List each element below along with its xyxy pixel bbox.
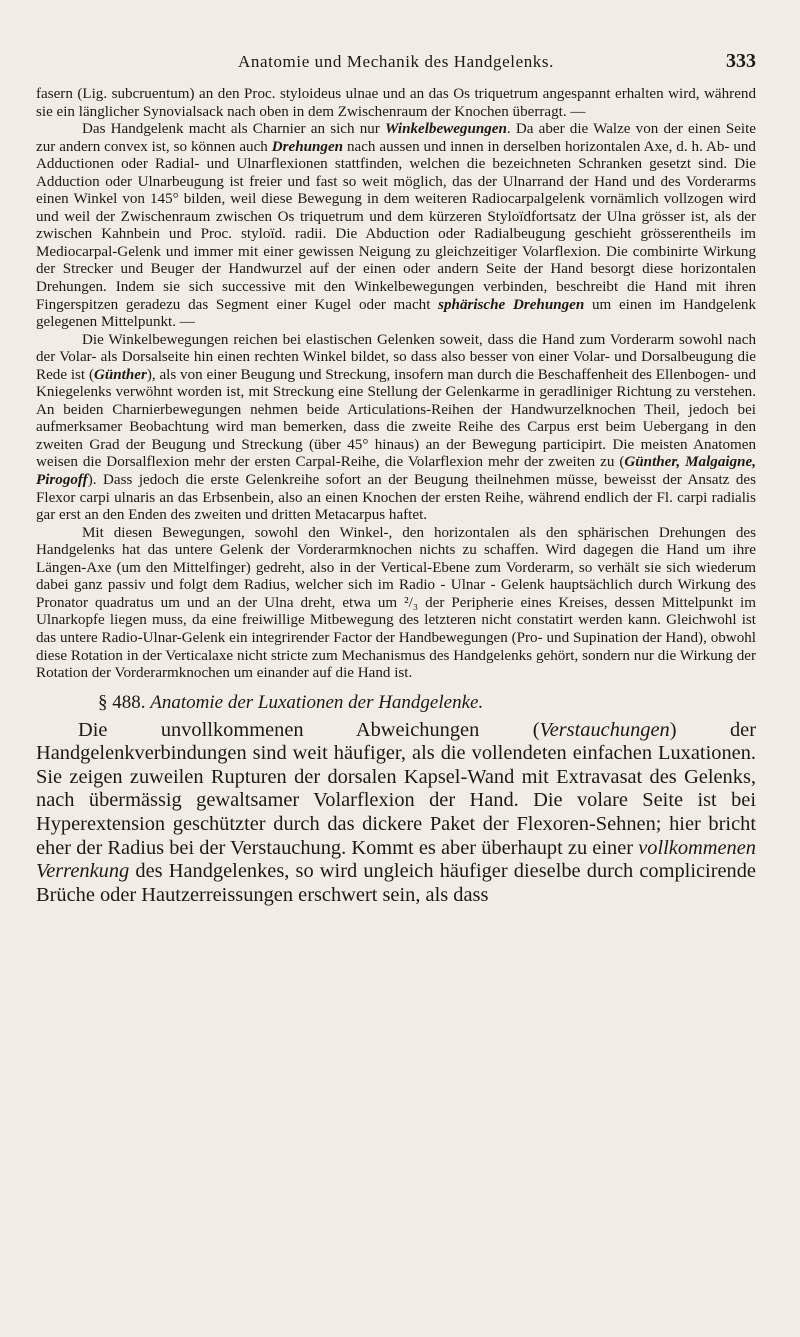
paragraph-rotation [36, 525, 756, 683]
text-run: Die unvollkommenen Abweichungen ( [78, 718, 540, 741]
emphasis-term: Drehungen [271, 138, 344, 155]
paragraph-luxationen [36, 719, 756, 908]
text-run: Die Winkelbewegungen reichen bei elastischen Gelenken soweit, dass die Hand zum Vorderarm sowohl nach der Volar- als Dorsalseite hin einen rechten Winkel bildet, so dass also besser von einer Volar- und Dorsalbeugung die Rede ist ( [36, 331, 756, 383]
italic-term: vollkommenen Verrenkung [36, 836, 756, 883]
emphasis-term: Winkelbewegungen [385, 121, 507, 138]
paragraph-continuation [36, 86, 756, 121]
text-run: . Da aber die Walze von der einen Seite zur andern convex ist, so können auch [36, 121, 756, 155]
text-run: ) der Handgelenkverbindungen sind weit häufiger, als die vollendeten einfachen Luxationen. Sie zeigen zuweilen Rupturen der dorsalen Kapsel-Wand mit Extravasat des Gelenks, nach übermässig gewaltsamer Volarflexion der Hand. Die volare Seite ist bei Hyperextension geschützter durch das dickere Paket der Flexoren-Sehnen; hier bricht eher der Radius bei der Verstauchung. Kommt es aber überhaupt zu einer [36, 718, 756, 859]
body-text [36, 86, 756, 683]
section-title: Anatomie der Luxationen der Handgelenke. [150, 691, 484, 713]
emphasis-term: Günther, Malgaigne, Pirogoff [36, 454, 756, 489]
text-run: ), als von einer Beugung und Streckung, insofern man durch die Beschaffenheit des Ellenbogen- und Kniegelenks verwöhnt worden ist, mit Streckung eine Stellung der Gelenkarme in geradliniger Richtung zu verstehen. An beiden Charnierbewegungen nehmen beide Articulations-Reihen der Handwurzelknochen Theil, jedoch bei aufmerksamer Beobachtung wird man bemerken, dass die zweite Reihe des Carpus erst beim Uebergang in den zweiten Grad der Beugung und Streckung (über 45° hinaus) an der Bewegung participirt. Die meisten Anatomen weisen die Dorsalflexion mehr der ersten Carpal-Reihe, die Volarflexion mehr der zweiten zu ( [36, 366, 756, 471]
text-run: Mit diesen Bewegungen, sowohl den Winkel-, den horizontalen als den sphärischen Drehungen des Handgelenks hat das untere Gelenk der Vorderarmknochen nichts zu schaffen. Wird dagegen die Hand um ihre Längen-Axe (um den Mittelfinger) gedreht, also in der Vertical-Ebene zum Vorderarm, so verhält sie sich wiederum dabei ganz passiv und folgt dem Radius, welcher sich im Radio - Ulnar - Gelenk hauptsächlich durch Wirkung des Pronator quadratus um und an der Ulna dreht, etwa um ²/₃ der Peripherie eines Kreises, dessen Mittelpunkt im Ulnarkopfe liegen muss, da eine freiwillige Mitbewegung des letzteren nicht constatirt werden kann. Gleichwohl ist das untere Radio-Ulnar-Gelenk ein integrirender Factor der Handbewegungen (Pro- und Supination der Hand), obwohl diese Rotation in der Verticalaxe nicht stricte zum Mechanismus des Handgelenks gehört, sondern nur die Wirkung der Rotation der Vorderarmknochen um einander auf die Hand ist. [36, 524, 756, 682]
section-number: § 488. [98, 691, 146, 713]
text-run: nach aussen und innen in derselben horizontalen Axe, d. h. Ab- und Adductionen oder Radial- und Ulnarflexionen stattfinden, welchen die bezeichneten Schranken gesetzt sind. Die Adduction oder Ulnarbeugung ist freier und fast so weit möglich, das der Ulnarrand der Hand und des Vorderarms einen Winkel von 145° bilden, weil diese Bewegung in dem weiteren Radiocarpalgelenk vornämlich vollzogen wird und weil der Zwischenraum zwischen Os triquetrum und dem kürzeren Styloïdfortsatz der Ulna grösser ist, als der zwischen Kahnbein und Proc. styloïd. radii. Die Abduction oder Radialbeugung geschieht grösserentheils im Mediocarpal-Gelenk und immer mit einer gewissen Neigung zu gleichzeitiger Volarflexion. Die combinirte Wirkung der Strecker und Beuger der Handwurzel auf der einen oder andern Seite der Hand besorgt diese horizontalen Drehungen. Indem sie sich successive mit den Winkelbewegungen verbinden, beschreibt die Hand mit ihren Fingerspitzen geradezu das Segment einer Kugel oder macht [36, 138, 756, 313]
paragraph-dorsalbeugung [36, 332, 756, 525]
large-text [36, 719, 756, 908]
running-title: Anatomie und Mechanik des Handgelenks. [238, 52, 554, 71]
text-run: um einen im Handgelenk gelegenen Mittelpunkt. — [36, 296, 756, 331]
page-header [36, 52, 756, 86]
paragraph-winkelbewegungen [36, 121, 756, 332]
section-heading [98, 691, 756, 715]
italic-term: Verstauchungen [539, 718, 670, 741]
text-run: Das Handgelenk macht als Charnier an sich nur [82, 121, 386, 138]
emphasis-term: sphärische Drehungen [438, 296, 585, 313]
emphasis-term: Günther [93, 366, 147, 383]
text-run: fasern (Lig. subcruentum) an den Proc. styloideus ulnae und an das Os triquetrum angespannt erhalten wird, während sie ein länglicher Synovialsack nach oben in dem Zwischenraum der Knochen überragt. — [36, 86, 756, 120]
text-run: ). Dass jedoch die erste Gelenkreihe sofort an der Beugung theilnehmen müsse, beweisst der Ansatz des Flexor carpi ulnaris an das Erbsenbein, also an einen Knochen der ersten Reihe, während endlich der Fl. carpi radialis gar erst an den Enden des zweiten und dritten Metacarpus haftet. [36, 472, 756, 524]
text-run: des Handgelenkes, so wird ungleich häufiger dieselbe durch complicirende Brüche oder Hautzerreissungen erschwert sein, als dass [36, 860, 756, 906]
page-number: 333 [726, 50, 756, 72]
